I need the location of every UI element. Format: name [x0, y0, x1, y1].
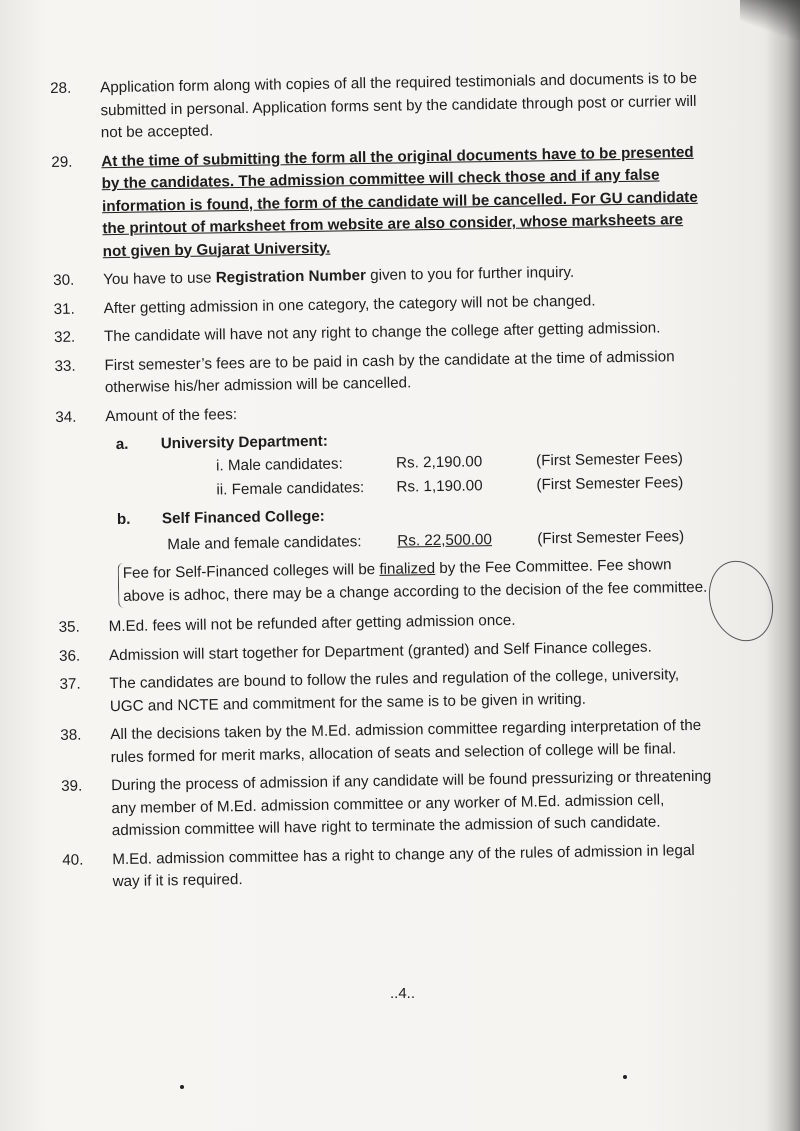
rule-text: You have to use	[103, 269, 216, 289]
fee-semester: (First Semester Fees)	[537, 528, 685, 548]
registration-number-label: Registration Number	[215, 267, 367, 287]
rule-31	[53, 288, 708, 321]
fees-b-title: Self Financed College:	[161, 507, 325, 527]
page-number: ..4..	[390, 985, 416, 1002]
rule-text: The candidates are bound to follow the rules and regulation of the college, university, UGC and NCTE and commitment for the same is to be given in writing.	[109, 666, 680, 715]
scan-speck	[180, 1085, 184, 1089]
rule-40	[62, 839, 718, 894]
rule-38	[60, 715, 716, 770]
rule-29	[51, 141, 708, 264]
fee-label: Male and female candidates:	[167, 533, 362, 554]
rule-number: 37.	[59, 675, 81, 693]
rule-number: 38.	[60, 726, 82, 744]
rule-text: During the process of admission if any candidate will be found pressurizing or threatening any member of M.Ed. admission committee or any worker of M.Ed. admission cell, admission committee will have right to terminate the admission of such candidate.	[110, 767, 712, 840]
rule-number: 28.	[50, 79, 72, 97]
rule-number: 35.	[58, 618, 80, 636]
rule-number: 34.	[55, 408, 77, 426]
scan-speck	[623, 1075, 627, 1079]
rules-list	[50, 68, 718, 901]
rule-text: The candidate will have not any right to change the college after getting admission.	[103, 319, 661, 346]
rule-36	[59, 635, 714, 668]
page-shadow-corner	[740, 0, 800, 40]
fee-amount: Rs. 22,500.00	[397, 531, 493, 550]
fee-label: i. Male candidates:	[215, 454, 343, 474]
rule-text: Application form along with copies of all the required testimonials and documents is to be submitted in personal. Application forms sent by the candidate through post or currier will not be accepted.	[100, 69, 698, 142]
fee-note-text: Fee for Self-Financed colleges will be	[122, 560, 380, 582]
rule-text: M.Ed. fees will not be refunded after getting admission once.	[108, 611, 516, 636]
page-shadow-right	[766, 0, 800, 1131]
rule-32	[54, 317, 709, 350]
fees-b-label: b.	[116, 510, 131, 528]
rule-35	[58, 607, 713, 640]
rule-number: 39.	[60, 777, 83, 795]
rule-28	[50, 68, 706, 146]
rule-30	[53, 260, 708, 293]
fee-amount: Rs. 1,190.00	[396, 476, 483, 496]
rule-text-tail: given to you for further inquiry.	[365, 263, 575, 285]
rule-37	[59, 664, 715, 719]
rule-text: M.Ed. admission committee has a right to change any of the rules of admission in legal way if it is required.	[112, 841, 695, 891]
rule-text: At the time of submitting the form all the original documents have to be presented by the candidates. The admission committee will check those and if any false information is found, the form of the candidate will be cancelled. For GU candidate the printout of marksheet from website are also consider, whose marksheets are not given by Gujarat University.	[101, 143, 698, 260]
rule-number: 40.	[62, 851, 84, 869]
rule-text: Amount of the fees:	[105, 405, 238, 425]
rule-text: First semester’s fees are to be paid in cash by the candidate at the time of admission otherwise his/her admission will be cancelled.	[104, 347, 675, 397]
fee-semester: (First Semester Fees)	[536, 473, 684, 493]
rule-number: 32.	[53, 328, 76, 346]
fees-a-title: University Department:	[160, 432, 328, 453]
fee-semester: (First Semester Fees)	[535, 449, 684, 469]
rule-33	[54, 345, 710, 400]
rule-text: After getting admission in one category, the category will not be changed.	[103, 291, 596, 317]
fee-note	[118, 554, 714, 608]
rule-text: Admission will start together for Department (granted) and Self Finance colleges.	[108, 638, 652, 664]
rule-34	[55, 396, 710, 429]
fees-a-label: a.	[115, 435, 129, 454]
rule-text: All the decisions taken by the M.Ed. admission committee regarding interpretation of the rules formed for merit marks, allocation of seats and selection of college will be final.	[110, 716, 702, 766]
fee-amount: Rs. 2,190.00	[395, 452, 483, 472]
rule-number: 33.	[54, 357, 76, 375]
rule-number: 36.	[58, 647, 81, 665]
fee-note-finalized: finalized	[379, 560, 436, 578]
fee-note-tail: by the Fee Committee. Fee shown above is adhoc, there may be a change according to the decision of the fee committee.	[123, 556, 708, 605]
rule-number: 31.	[53, 300, 75, 318]
rule-number: 29.	[51, 153, 73, 171]
fee-label: ii. Female candidates:	[216, 478, 365, 498]
rule-number: 30.	[53, 271, 75, 289]
rule-39	[61, 766, 717, 844]
